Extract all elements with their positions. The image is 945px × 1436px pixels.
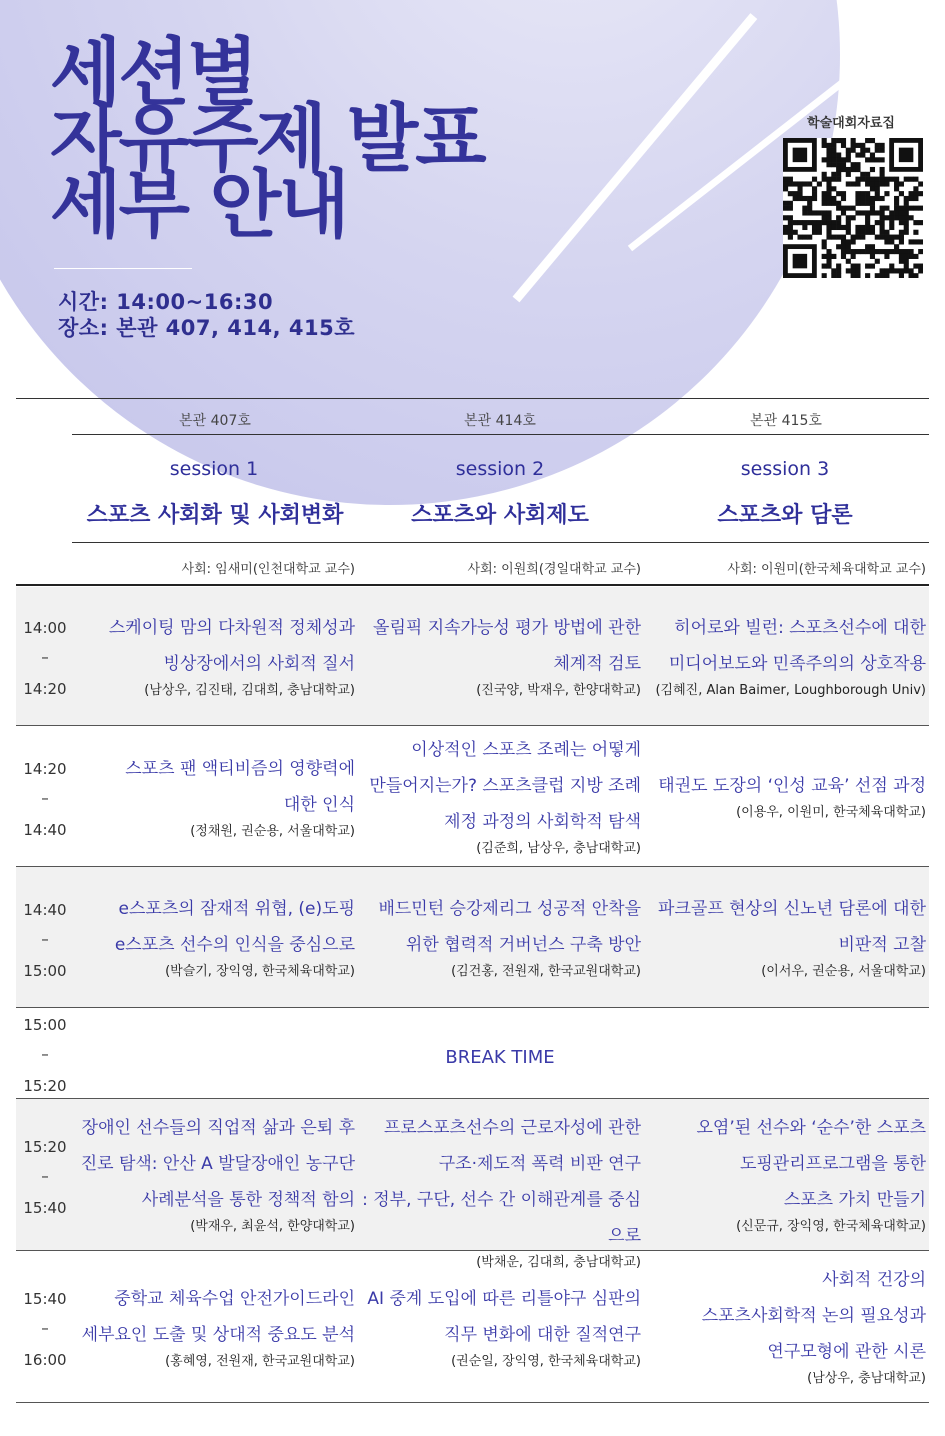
talk-authors: (정채원, 권순용, 서울대학교) <box>190 824 355 839</box>
title-line: 세부 안내 <box>50 162 347 248</box>
talk-title: e스포츠의 잠재적 위협, (e)도핑 e스포츠 선수의 인식을 중심으로 <box>114 899 355 955</box>
title-divider <box>54 268 192 269</box>
talk-authors: (박슬기, 장익영, 한국체육대학교) <box>165 964 355 979</box>
talk-cell <box>360 891 641 983</box>
talk-title: 파크골프 현상의 신노년 담론에 대한 비판적 고찰 <box>658 899 926 955</box>
session-3-title: 스포츠와 담론 <box>717 503 853 528</box>
slot-dash: – <box>41 648 49 666</box>
slot-start-time: 15:00 <box>23 1016 67 1034</box>
talk-authors: (신문규, 장익영, 한국체육대학교) <box>736 1219 926 1234</box>
row-separator <box>16 725 929 726</box>
talk-authors: (박채운, 김대희, 충남대학교) <box>476 1255 641 1270</box>
talk-cell <box>646 768 926 824</box>
session-3-label: session 3 <box>740 458 830 480</box>
hall-414: 본관 414호 <box>464 413 536 429</box>
talk-cell <box>75 1281 355 1373</box>
qr-label: 학술대회자료집 <box>807 116 895 131</box>
talk-cell <box>360 732 641 860</box>
talk-title: AI 중계 도입에 따른 리틀야구 심판의 직무 변화에 대한 질적연구 <box>367 1289 641 1345</box>
talk-cell <box>646 891 926 983</box>
talk-title: 스케이팅 맘의 다차원적 정체성과 빙상장에서의 사회적 질서 <box>108 618 355 674</box>
slot-end-time: 16:00 <box>23 1351 67 1369</box>
slot-end-time: 14:20 <box>23 680 67 698</box>
talk-authors: (김건홍, 전원재, 한국교원대학교) <box>451 964 641 979</box>
hall-415: 본관 415호 <box>750 413 822 429</box>
session-3-moderator: 사회: 이원미(한국체육대학교 교수) <box>727 562 926 577</box>
talk-title: 프로스포츠선수의 근로자성에 관한 구조·제도적 폭력 비판 연구 : 정부, 구단, 선수 간 이해관계를 중심으로 <box>362 1118 641 1246</box>
header-bottom-rule <box>16 584 929 586</box>
talk-title: 올림픽 지속가능성 평가 방법에 관한 체계적 검토 <box>373 618 641 674</box>
talk-authors: (권순일, 장익영, 한국체육대학교) <box>451 1354 641 1369</box>
talk-authors: (이용우, 이원미, 한국체육대학교) <box>736 805 926 820</box>
talk-cell <box>646 610 926 702</box>
slot-end-time: 15:20 <box>23 1077 67 1095</box>
session-2-moderator: 사회: 이원희(경일대학교 교수) <box>467 562 641 577</box>
talk-authors: (박재우, 최윤석, 한양대학교) <box>190 1219 355 1234</box>
slot-start-time: 14:40 <box>23 901 67 919</box>
slot-end-time: 15:00 <box>23 962 67 980</box>
time-info: 시간: 14:00~16:30 <box>58 290 274 314</box>
talk-authors: (김혜진, Alan Baimer, Loughborough Univ) <box>655 683 926 698</box>
talk-cell <box>360 610 641 702</box>
slot-end-time: 15:40 <box>23 1199 67 1217</box>
slot-start-time: 14:00 <box>23 619 67 637</box>
talk-cell <box>75 1110 355 1238</box>
row-separator <box>16 1007 929 1008</box>
talk-authors: (남상우, 김진태, 김대희, 충남대학교) <box>144 683 355 698</box>
slot-start-time: 15:40 <box>23 1290 67 1308</box>
slot-dash: – <box>41 1045 49 1063</box>
slot-start-time: 14:20 <box>23 760 67 778</box>
page-title <box>50 30 484 248</box>
talk-title: 스포츠 팬 액티비즘의 영향력에 대한 인식 <box>125 759 355 815</box>
talk-authors: (홍혜영, 전원재, 한국교원대학교) <box>165 1354 355 1369</box>
session-1-moderator: 사회: 임새미(인천대학교 교수) <box>181 562 355 577</box>
title-line: 세션별 <box>50 30 256 116</box>
break-time-label: BREAK TIME <box>445 1047 555 1068</box>
talk-cell <box>360 1110 641 1274</box>
table-top-rule <box>16 398 929 399</box>
talk-cell <box>646 1262 926 1390</box>
session-1-title: 스포츠 사회화 및 사회변화 <box>86 503 344 528</box>
talk-title: 히어로와 빌런: 스포츠선수에 대한 미디어보도와 민족주의의 상호작용 <box>668 618 926 674</box>
talk-title: 태권도 도장의 ‘인성 교육’ 선점 과정 <box>658 776 926 796</box>
slot-dash: – <box>41 789 49 807</box>
talk-authors: (이서우, 권순용, 서울대학교) <box>761 964 926 979</box>
talk-title: 오염’된 선수와 ‘순수’한 스포츠 도핑관리프로그램을 통한 스포츠 가치 만들기 <box>696 1118 926 1210</box>
talk-title: 배드민턴 승강제리그 성공적 안착을 위한 협력적 거버넌스 구축 방안 <box>378 899 641 955</box>
talk-title: 이상적인 스포츠 조례는 어떻게 만들어지는가? 스포츠클럽 지방 조례 제정 과정의 사회학적 탐색 <box>369 740 641 832</box>
table-bottom-rule <box>16 1402 929 1403</box>
talk-cell <box>75 751 355 843</box>
slot-dash: – <box>41 930 49 948</box>
session-2-title: 스포츠와 사회제도 <box>411 503 589 528</box>
title-line: 자유주제 발표 <box>50 96 484 182</box>
qr-code[interactable] <box>783 138 923 278</box>
slot-dash: – <box>41 1167 49 1185</box>
slot-start-time: 15:20 <box>23 1138 67 1156</box>
talk-authors: (남상우, 충남대학교) <box>807 1371 926 1386</box>
talk-cell <box>646 1110 926 1238</box>
talk-cell <box>360 1281 641 1373</box>
slot-end-time: 14:40 <box>23 821 67 839</box>
talk-cell <box>75 891 355 983</box>
session-1-label: session 1 <box>169 458 259 480</box>
talk-title: 사회적 건강의 스포츠사회학적 논의 필요성과 연구모형에 관한 시론 <box>701 1270 926 1362</box>
talk-authors: (김준희, 남상우, 충남대학교) <box>476 841 641 856</box>
session-2-label: session 2 <box>455 458 545 480</box>
talk-title: 장애인 선수들의 직업적 삶과 은퇴 후 진로 탐색: 안산 A 발달장애인 농구단 사례분석을 통한 정책적 함의 <box>80 1118 355 1210</box>
talk-authors: (진국양, 박재우, 한양대학교) <box>476 683 641 698</box>
talk-title: 중학교 체육수업 안전가이드라인 세부요인 도출 및 상대적 중요도 분석 <box>81 1289 355 1345</box>
header-rule <box>72 542 929 543</box>
talk-cell <box>75 610 355 702</box>
hall-407: 본관 407호 <box>179 413 251 429</box>
header-rule <box>72 434 929 435</box>
place-info: 장소: 본관 407, 414, 415호 <box>58 316 356 340</box>
slot-dash: – <box>41 1319 49 1337</box>
